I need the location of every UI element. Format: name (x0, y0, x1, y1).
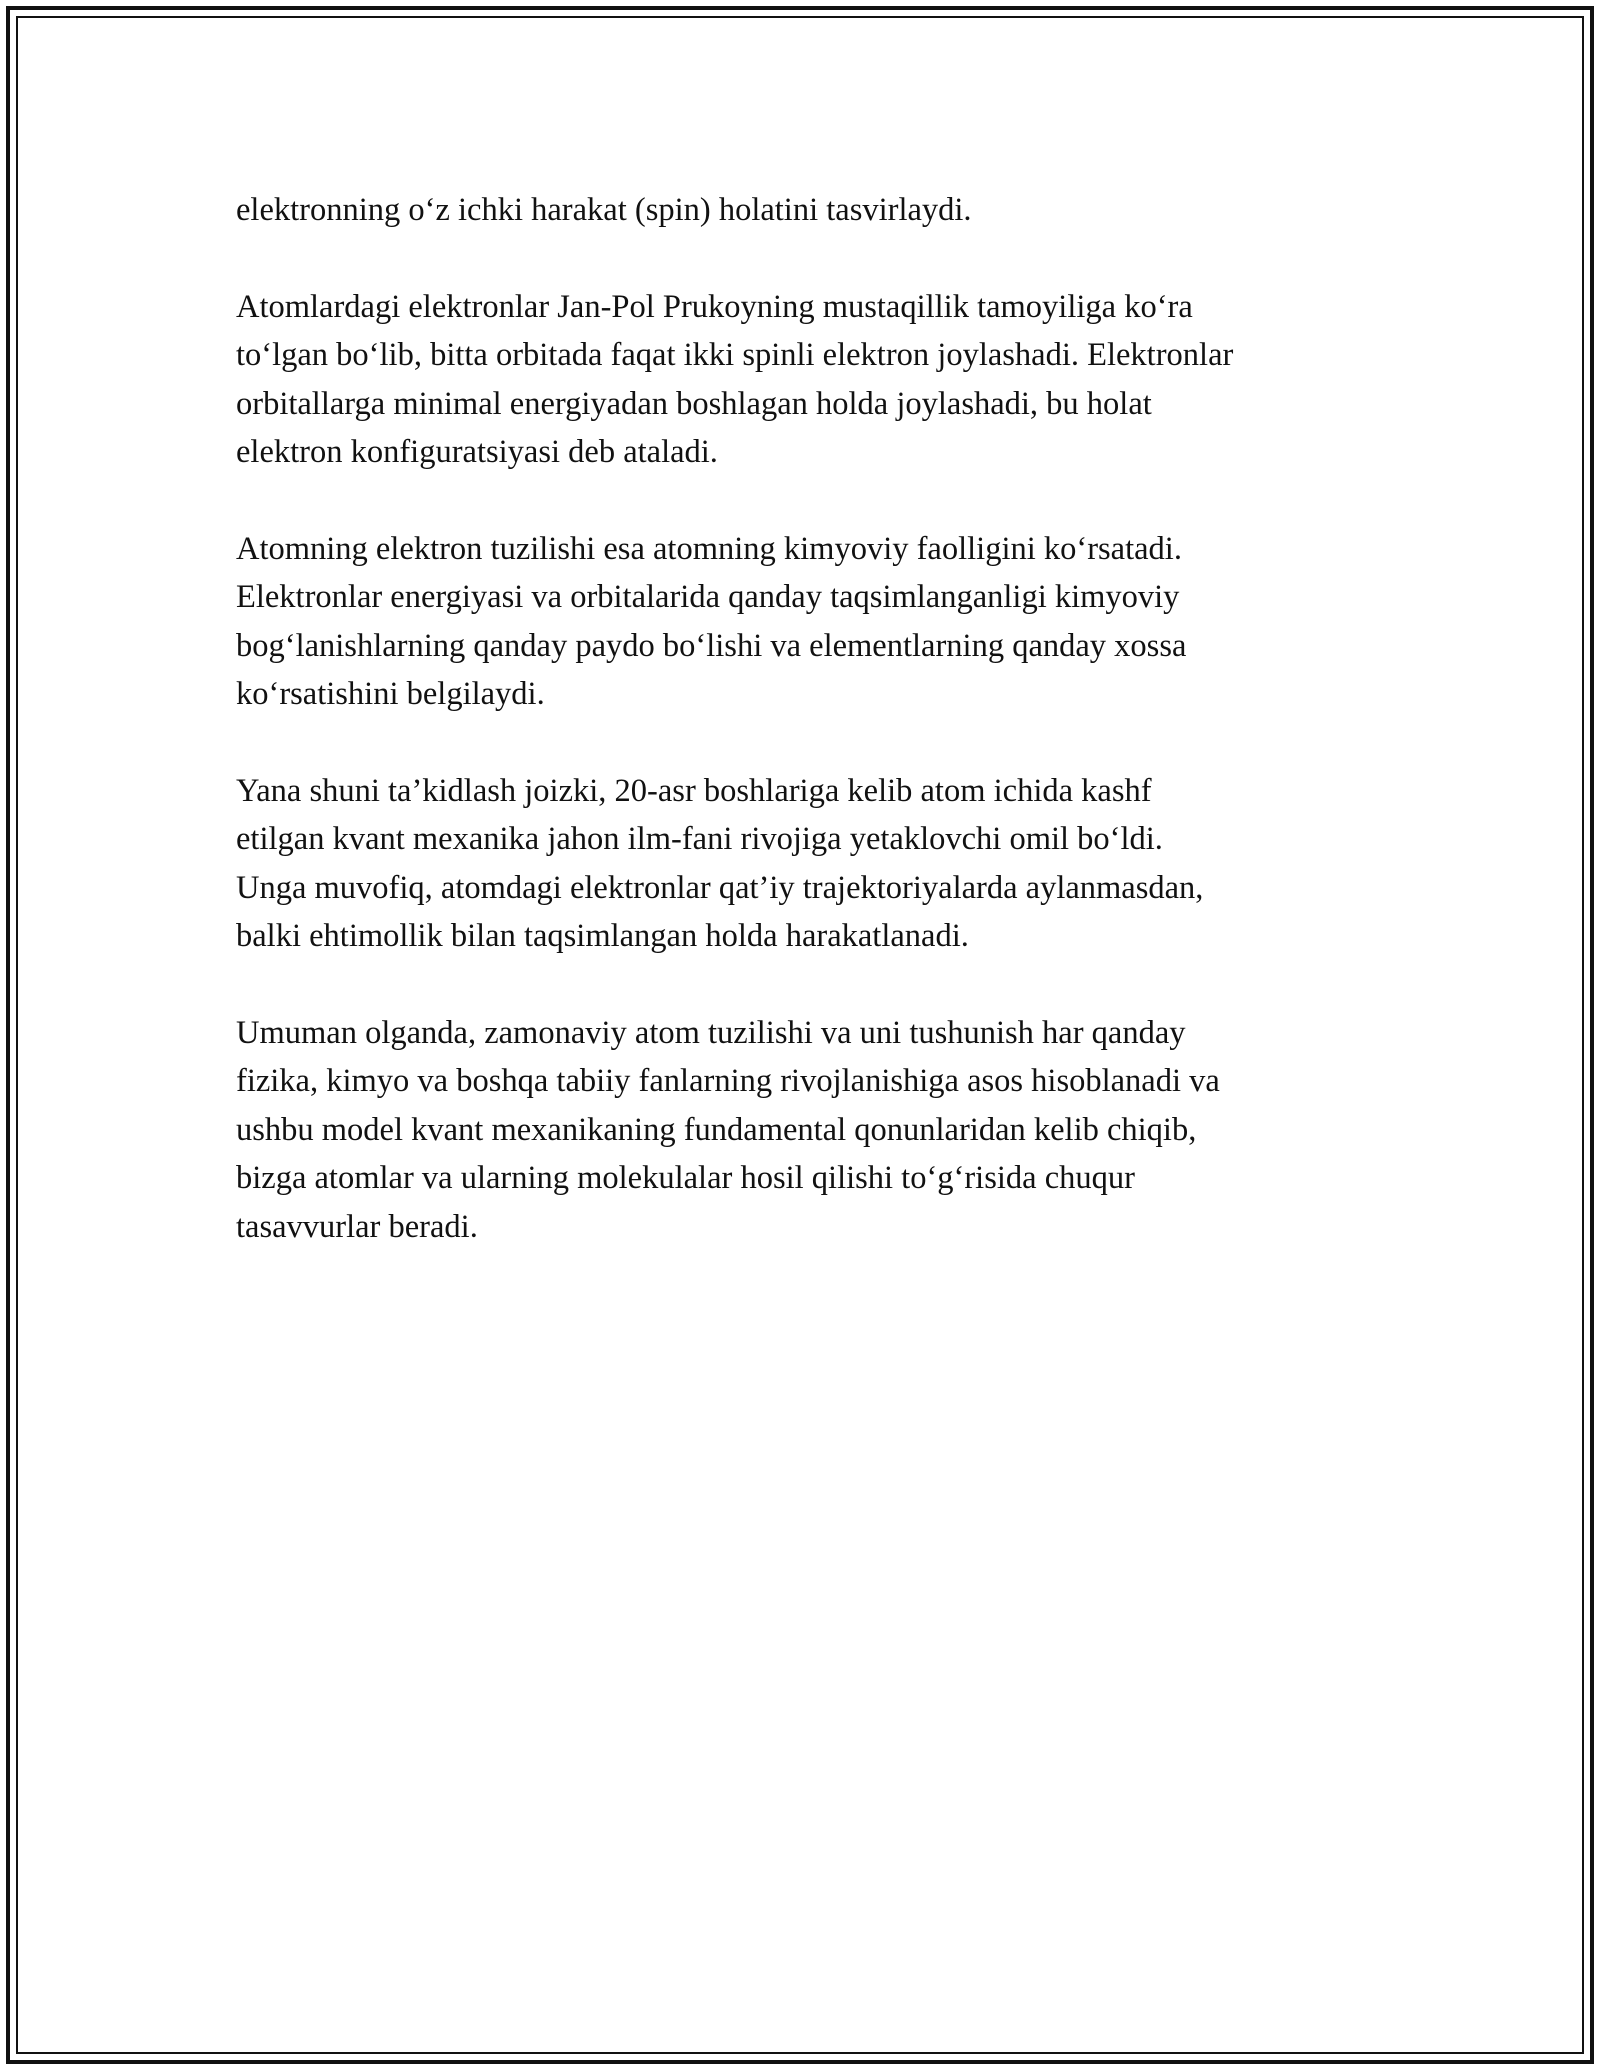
text-line: Atomlardagi elektronlar Jan-Pol Prukoyning mustaqillik tamoyiliga ko‘ra (236, 288, 1193, 325)
document-body (236, 186, 1376, 1299)
text-line: Yana shuni ta’kidlash joizki, 20-asr boshlariga kelib atom ichida kashf (236, 772, 1152, 809)
text-line: orbitallarga minimal energiyadan boshlagan holda joylashadi, bu holat (236, 385, 1152, 422)
text-line: ushbu model kvant mexanikaning fundamental qonunlaridan kelib chiqib, (236, 1111, 1197, 1148)
text-line: Umuman olganda, zamonaviy atom tuzilishi va uni tushunish har qanday (236, 1014, 1186, 1051)
text-line: Atomning elektron tuzilishi esa atomning kimyoviy faolligini ko‘rsatadi. (236, 530, 1182, 567)
text-line: etilgan kvant mexanika jahon ilm-fani rivojiga yetaklovchi omil bo‘ldi. (236, 821, 1163, 857)
text-line: Elektronlar energiyasi va orbitalarida qanday taqsimlanganligi kimyoviy (236, 579, 1180, 615)
text-line: to‘lgan bo‘lib, bitta orbitada faqat ikki spinli elektron joylashadi. Elektronlar (236, 337, 1234, 373)
text-line: bog‘lanishlarning qanday paydo bo‘lishi va elementlarning qanday xossa (236, 627, 1187, 664)
text-line: fizika, kimyo va boshqa tabiiy fanlarning rivojlanishiga asos hisoblanadi va (236, 1063, 1220, 1099)
text-line: ko‘rsatishini belgilaydi. (236, 676, 545, 712)
paragraph-spin (236, 186, 1376, 235)
paragraph-electron-structure (236, 525, 1376, 719)
text-line: elektron konfiguratsiyasi deb ataladi. (236, 434, 718, 470)
paragraph-electron-configuration (236, 283, 1376, 477)
paragraph-quantum-mechanics (236, 767, 1376, 961)
text-line: Unga muvofiq, atomdagi elektronlar qat’iy trajektoriyalarda aylanmasdan, (236, 869, 1204, 906)
text-line: bizga atomlar va ularning molekulalar hosil qilishi to‘g‘risida chuqur (236, 1160, 1135, 1196)
text-line: tasavvurlar beradi. (236, 1208, 478, 1245)
text-line: elektronning o‘z ichki harakat (spin) holatini tasvirlaydi. (236, 192, 972, 228)
text-line: balki ehtimollik bilan taqsimlangan holda harakatlanadi. (236, 918, 969, 954)
paragraph-conclusion (236, 1009, 1376, 1252)
